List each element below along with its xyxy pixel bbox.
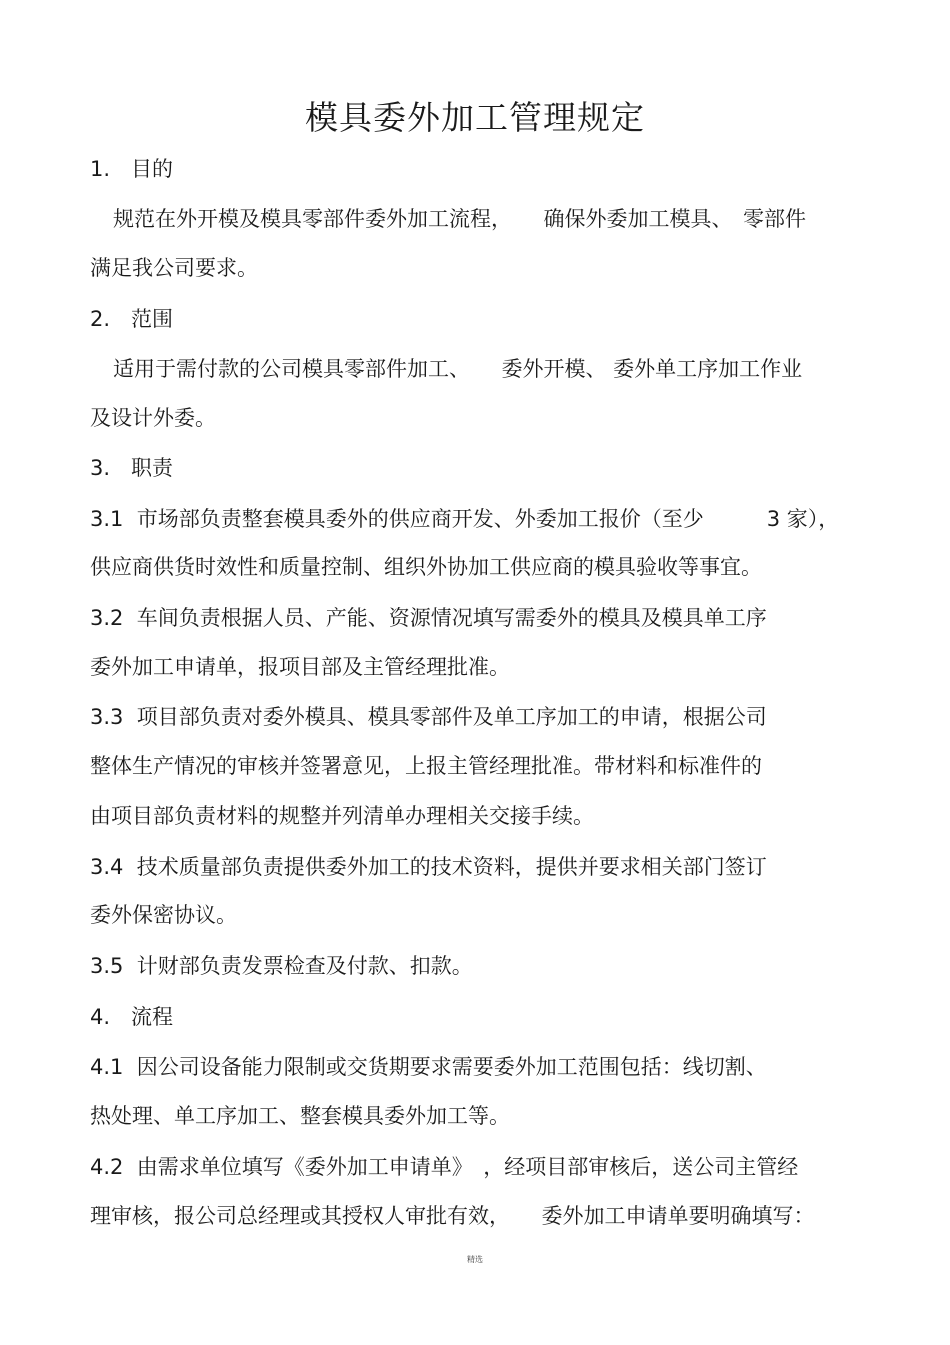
section-heading-scope: 2. 范围 [90, 307, 174, 331]
document-title: 模具委外加工管理规定 [305, 98, 645, 137]
paragraph-line: 由项目部负责材料的规整并列清单办理相关交接手续。 [90, 804, 594, 828]
paragraph-line: 3.1 市场部负责整套模具委外的供应商开发、外委加工报价（至少 3 家）， [90, 507, 840, 531]
paragraph-line: 委外保密协议。 [90, 903, 237, 927]
paragraph-line: 及设计外委。 [90, 406, 216, 430]
paragraph-line: 热处理、单工序加工、整套模具委外加工等。 [90, 1104, 510, 1128]
paragraph-line: 3.2 车间负责根据人员、产能、资源情况填写需委外的模具及模具单工序 [90, 606, 767, 630]
paragraph-line: 理审核，报公司总经理或其授权人审批有效， 委外加工申请单要明确填写： [90, 1204, 815, 1228]
paragraph-line: 4.1 因公司设备能力限制或交货期要求需要委外加工范围包括：线切割、 [90, 1055, 767, 1079]
paragraph-line: 3.4 技术质量部负责提供委外加工的技术资料，提供并要求相关部门签订 [90, 855, 767, 879]
paragraph-line: 委外加工申请单，报项目部及主管经理批准。 [90, 655, 510, 679]
page-footer: 精选 [467, 1255, 483, 1264]
paragraph-line: 整体生产情况的审核并签署意见，上报主管经理批准。带材料和标准件的 [90, 754, 762, 778]
paragraph-line: 规范在外开模及模具零部件委外加工流程， 确保外委加工模具、 零部件 [92, 207, 806, 231]
section-heading-responsibilities: 3. 职责 [90, 456, 174, 480]
section-heading-process: 4. 流程 [90, 1005, 174, 1029]
paragraph-line: 3.5 计财部负责发票检查及付款、扣款。 [90, 954, 473, 978]
paragraph-line: 4.2 由需求单位填写《委外加工申请单》 ，经项目部审核后，送公司主管经 [90, 1155, 799, 1179]
section-heading-purpose: 1. 目的 [90, 157, 174, 181]
paragraph-line: 适用于需付款的公司模具零部件加工、 委外开模、 委外单工序加工作业 [92, 357, 803, 381]
paragraph-line: 满足我公司要求。 [90, 256, 258, 280]
paragraph-line: 供应商供货时效性和质量控制、组织外协加工供应商的模具验收等事宜。 [90, 555, 762, 579]
paragraph-line: 3.3 项目部负责对委外模具、模具零部件及单工序加工的申请，根据公司 [90, 705, 767, 729]
